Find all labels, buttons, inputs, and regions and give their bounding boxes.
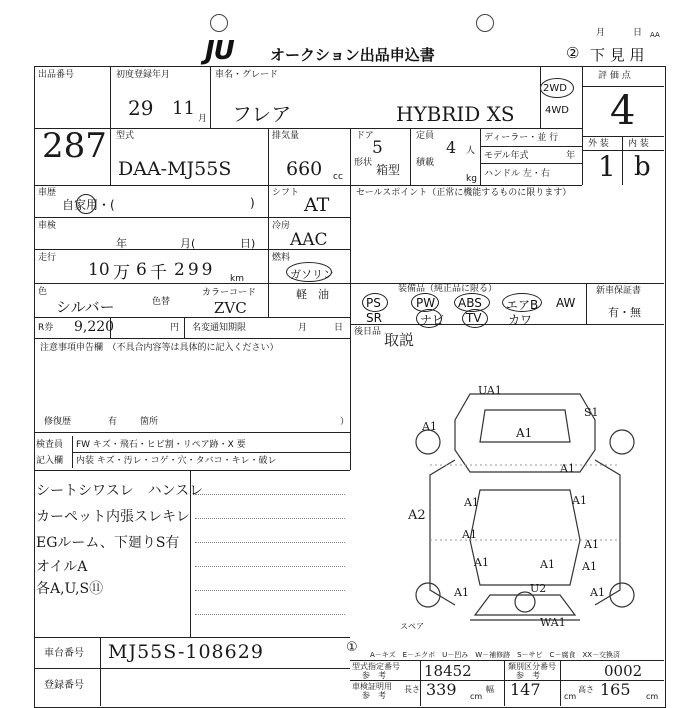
ext-label: 外 装 (588, 139, 609, 149)
type-no-value: 18452 (424, 662, 472, 680)
equip-airbag: エアB (506, 298, 539, 312)
displacement-label: 排気量 (272, 131, 300, 141)
load-label: 積載 (416, 158, 435, 168)
chassis-number: MJ55S-108629 (108, 641, 264, 663)
damage-mark: WA1 (540, 616, 566, 629)
displacement-value: 660 (286, 158, 323, 180)
shift-label: シフト (272, 188, 300, 198)
load-unit: kg (466, 174, 477, 184)
fuel-option-diesel: 軽 油 (296, 288, 329, 301)
notes-close: ） (340, 417, 350, 427)
equip-tv: TV (466, 311, 482, 325)
copy-label: 下 見 用 (590, 46, 645, 64)
color-label: 色 (38, 287, 48, 297)
inspector-label-1: 検査員 (36, 440, 64, 450)
damage-mark: A1 (516, 426, 533, 440)
doors-label: ドア (356, 131, 374, 141)
fuel-option-gas: ガソリン (290, 268, 334, 281)
footer-mark: ① (346, 640, 358, 655)
inspector-row-2: 内装 キズ・汚レ・コゲ・穴・タバコ・キレ・破レ (76, 456, 277, 466)
equip-circle (362, 293, 388, 312)
warranty-label: 新車保証書 (596, 286, 642, 296)
size-sub: 参 考 (362, 691, 386, 700)
repair-label: 修復歴 (44, 417, 72, 427)
mileage-label: 走行 (38, 253, 57, 263)
car-grade: HYBRID XS (396, 102, 515, 126)
damage-mark: A1 (462, 528, 477, 541)
damage-mark: A1 (560, 462, 575, 475)
date-suffix: AA (650, 31, 660, 39)
equipment-label: 装備品（純正品に限る） (398, 284, 498, 294)
model-label: 型式 (116, 131, 135, 141)
sales-point-label: セールスポイント（正常に機能するものに限ります） (356, 188, 572, 198)
spare-label: スペア (400, 622, 424, 631)
ext-score: 1 (598, 150, 616, 183)
length-label: 長さ (404, 685, 420, 694)
notice-month: 月 (298, 323, 308, 333)
rating-label: 評 価 点 (598, 71, 631, 81)
int-label: 内 装 (628, 139, 649, 149)
color-change-label: 色替 (152, 297, 171, 307)
mileage-unit: km (230, 274, 244, 284)
remark-line: カーペット内張スレキレ (36, 509, 190, 525)
damage-mark: A1 (464, 496, 479, 509)
color-value: シルバー (56, 298, 115, 316)
registration-label: 登録番号 (44, 680, 84, 691)
damage-mark: A2 (408, 508, 426, 523)
ac-label: 冷房 (272, 221, 291, 231)
shape-value: 箱型 (376, 163, 401, 177)
remark-line: シートシワスレ ハンスレ (36, 483, 204, 499)
warranty-value: 有・無 (608, 306, 641, 319)
mileage-rest-value: 299 (174, 260, 216, 280)
equip-navi: ナビ (420, 313, 445, 327)
inspection-day: 日) (240, 237, 256, 250)
car-label: 車名・グレード (215, 70, 279, 80)
damage-legend: A－キズ E－エクボ U－凹み W－補修跡 S－サビ C－腐食 XX－交換済 (370, 651, 621, 659)
mileage-man-value: 10 (88, 260, 110, 280)
equip-aw: AW (556, 296, 576, 310)
color-code: ZVC (214, 299, 247, 317)
damage-mark: A1 (422, 420, 437, 433)
damage-mark: A1 (590, 586, 605, 599)
inspector-label-2: 記入欄 (36, 456, 64, 466)
width-value: 147 (510, 680, 541, 699)
height-value: 165 (600, 680, 631, 699)
type-no-sub: 参 考 (362, 671, 386, 680)
notice-day: 日 (334, 323, 344, 333)
inspection-year: 年 (116, 237, 127, 250)
equip-circle (416, 309, 445, 328)
equip-abs: ABS (458, 296, 482, 310)
copy-number: ② (566, 44, 580, 62)
history-circle (76, 194, 96, 214)
equip-ps: PS (366, 296, 381, 310)
capacity-value: 4 (446, 138, 457, 157)
car-name: フレア (232, 102, 292, 126)
remark-line: 各A,U,S⑪ (36, 581, 104, 597)
model-year-label: モデル年式 (484, 151, 529, 161)
inspection-month: 月( (180, 237, 196, 250)
reg-month-unit: 月 (198, 114, 208, 124)
class-no-label: 類別区分番号 (508, 662, 556, 671)
height-label: 高さ (578, 685, 594, 694)
history-close: ) (250, 196, 255, 210)
fuel-label: 燃料 (272, 253, 291, 263)
reg-month: 11 (172, 98, 195, 119)
damage-mark: A1 (474, 556, 489, 569)
handle-label: ハンドル 左・右 (484, 169, 550, 179)
damage-mark: A1 (454, 586, 469, 599)
repair-place: 箇所 (140, 417, 159, 427)
notice-label: 名変通知期限 (192, 323, 247, 333)
notes-label: 注意事項申告欄 （不具合内容等は具体的に記入ください） (40, 343, 279, 353)
damage-mark: A1 (540, 558, 555, 571)
capacity-unit: 人 (466, 146, 476, 156)
drive-4wd: 4WD (545, 105, 569, 116)
mileage-sen-value: 6 (136, 260, 147, 280)
lot-number: 287 (42, 126, 107, 166)
width-label: 幅 (486, 685, 494, 694)
int-score: b (634, 152, 651, 182)
damage-mark: A1 (582, 560, 597, 573)
size-label: 車検証明用 (352, 682, 392, 691)
ju-logo: JU (205, 36, 234, 66)
history-label: 車歴 (38, 188, 57, 198)
recycle-label: R券 (38, 323, 54, 333)
mileage-sen-unit: 千 (150, 263, 167, 283)
recycle-unit: 円 (170, 323, 180, 333)
remark-line: EGルーム、下廻りS有 (36, 535, 180, 551)
car-diagram (400, 380, 650, 640)
equip-sr: SR (366, 311, 382, 325)
color-code-label: カラーコード (202, 288, 257, 298)
date-day-label: 日 (633, 28, 643, 38)
repair-value: 有 (108, 417, 118, 427)
damage-mark: S1 (584, 406, 599, 419)
rating-score: 4 (610, 88, 636, 134)
length-unit: cm (470, 692, 483, 701)
model-year-unit: 年 (566, 151, 576, 161)
recycle-value: 9,220 (74, 319, 115, 335)
drive-2wd: 2WD (543, 83, 567, 94)
damage-mark: U2 (530, 582, 547, 595)
doors-value: 5 (372, 138, 383, 158)
class-no-sub: 参 考 (516, 671, 540, 680)
form-title: オークション出品申込書 (270, 46, 435, 64)
after-label: 後日品 (354, 327, 382, 337)
inspector-row-1: FW キズ・飛石・ヒビ割・リペア跡・X 要 (76, 440, 246, 450)
class-no-value: 0002 (604, 662, 643, 680)
length-value: 339 (426, 680, 457, 699)
reg-label: 初度登録年月 (116, 70, 171, 80)
height-unit: cm (646, 692, 659, 701)
punch-hole (210, 14, 228, 32)
equip-pw: PW (416, 296, 436, 310)
chassis-label: 車台番号 (44, 648, 84, 659)
ac-value: AAC (290, 230, 328, 250)
displacement-unit: cc (333, 172, 343, 182)
after-value: 取説 (384, 331, 415, 349)
equip-leather: カワ (508, 313, 533, 327)
fuel-circle (286, 262, 332, 282)
shift-value: AT (304, 194, 330, 216)
capacity-label: 定員 (416, 131, 435, 141)
damage-mark: UA1 (478, 384, 502, 397)
drive-circle (540, 78, 574, 98)
history-value: 自家用・( (62, 198, 115, 212)
shape-label: 形状 (354, 158, 373, 168)
inspection-label: 車検 (38, 221, 57, 231)
type-no-label: 型式指定番号 (352, 662, 400, 671)
model-value: DAA-MJ55S (118, 158, 232, 180)
mileage-man-unit: 万 (113, 263, 130, 283)
damage-mark: A1 (584, 538, 599, 551)
equip-circle (462, 309, 488, 328)
width-unit: cm (564, 692, 577, 701)
remark-line: オイルA (36, 559, 88, 575)
reg-year: 29 (128, 96, 154, 120)
date-month-label: 月 (596, 28, 606, 38)
punch-hole (476, 14, 494, 32)
lot-label: 出品番号 (38, 70, 75, 80)
equip-circle (502, 293, 542, 312)
damage-mark: A1 (572, 494, 587, 507)
dealer-import: ディーラー・並 行 (484, 133, 559, 143)
